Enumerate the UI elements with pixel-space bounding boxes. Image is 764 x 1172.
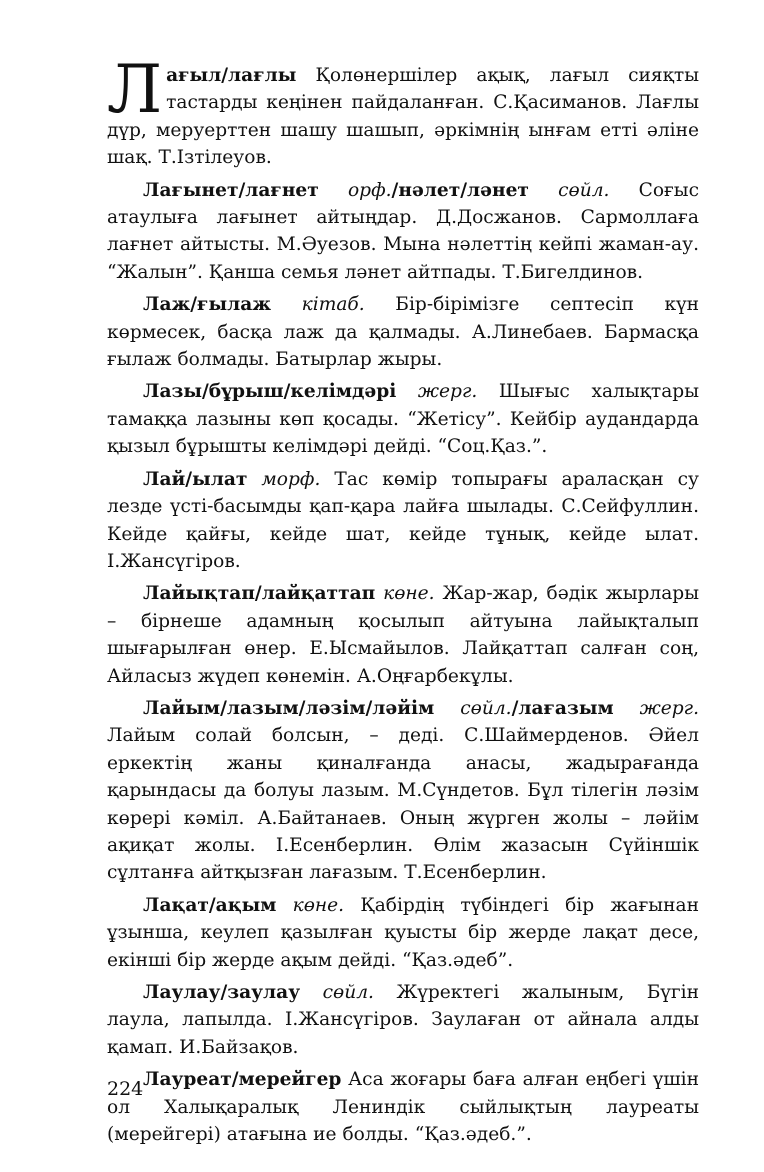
entry-text: Жар-жар, бәдік жырлары – бірнеше адамның қосылып айтуына лайықталып шығарылған өнер. Е.Ысмайылов. Лайқаттап салған соң, Айласыз жүдеп көнемін. А.Оңғарбекұлы. (107, 583, 700, 687)
entry-lagynet (107, 177, 699, 287)
headword: Лайым/лазым/ләзім/ләйім (143, 697, 435, 719)
entry-text: Қабірдің түбіндегі бір жағынан ұзынша, кеулеп қазылған қуысты бір жерде лақат десе, екінші бір жерде ақым дейді. “Қаз.әдеб”. (107, 894, 699, 971)
usage-mark: жерг. (396, 381, 478, 403)
headword: Лаж/ғылаж (143, 294, 272, 316)
entry-laiym (107, 695, 699, 887)
page-number: 224 (107, 1078, 144, 1100)
usage-mark-variant: жерг. (613, 697, 699, 719)
entry-text: Шығыс халықтары тамаққа лазыны көп қосады. “Жетісу”. Кейбір аудандарда қызыл бұрышты келімдәрі дейді. “Соц.Қаз.”. (107, 381, 699, 458)
entry-text: Тас көмір топырағы араласқан су лезде үсті-басымды қап-қара лайға шылады. С.Сейфуллин. Кейде қайғы, кейде шат, кейде тұнық, кейде ылат. І.Жансүгіров. (107, 468, 699, 572)
headword: ағыл/лағлы (166, 65, 297, 86)
headword-variant: /нәлет/ләнет (391, 179, 529, 201)
entry-lagyl (107, 51, 699, 172)
usage-mark: көне. (276, 894, 345, 916)
entry-laureat (107, 1066, 699, 1148)
entry-text: Соғыс атаулыға лағынет айтыңдар. Д.Досжанов. Сармоллаға лағнет айтысты. М.Әуезов. Мына нәлеттің кейпі жаман-ау. “Жалын”. Қанша семья ләнет айтпады. Т.Бигелдинов. (107, 179, 699, 283)
headword: Лауреат/мерейгер (143, 1069, 342, 1091)
entry-lazh (107, 291, 699, 373)
entry-text: Жүректегі жалыным, Бүгін лаула, лапылда. І.Жансүгіров. Заулаған от айнала алды қамап. И.Байзақов. (107, 982, 699, 1058)
drop-cap: Л (107, 51, 163, 128)
usage-mark: морф. (247, 468, 321, 490)
usage-mark: көне. (375, 583, 435, 605)
entry-lakat (107, 892, 699, 974)
entry-laulau (107, 979, 699, 1061)
dictionary-page (107, 51, 700, 1153)
usage-mark: сөйл. (434, 697, 512, 719)
entry-lazy (107, 378, 699, 460)
entry-text: Лайым солай болсын, – деді. С.Шаймерденов. Әйел еркектің жаны қиналғанда анасы, жадырағанда қарындасы да болуы лазым. М.Сүндетов. Бұл тілегін ләзім көрері кәміл. А.Байтанаев. Оның жүрген жолы – ләйім ақиқат жолы. І.Есенберлин. Өлім жазасын Сүйіншік сұлтанға айтқызған лағазым. Т.Есенберлин. (107, 725, 699, 884)
usage-mark-variant: сөйл. (528, 179, 610, 201)
usage-mark: орф. (318, 179, 392, 201)
headword: Лайықтап/лайқаттап (143, 583, 376, 605)
headword: Лағынет/лағнет (143, 179, 319, 201)
entry-lai (107, 466, 699, 576)
headword: Лай/ылат (143, 468, 248, 490)
headword: Лақат/ақым (143, 894, 277, 916)
usage-mark: кітаб. (271, 294, 365, 316)
entry-laiyktap (107, 580, 699, 690)
headword: Лаулау/заулау (143, 982, 301, 1003)
headword: Лазы/бұрыш/келімдәрі (143, 381, 397, 403)
headword-variant: /лағазым (511, 697, 614, 719)
usage-mark: сөйл. (300, 982, 374, 1003)
entry-text: Аса жоғары баға алған еңбегі үшін ол Халықаралық Лениндік сыйлықтың лауреаты (мерейгері) атағына ие болды. “Қаз.әдеб.”. (107, 1069, 699, 1146)
entry-text: Қолөнершілер ақық, лағыл сияқты тастарды кеңінен пайдаланған. С.Қасиманов. Лағлы дүр, меруерттен шашу шашып, әркімнің ынғам етті әліне шақ. Т.Ізтілеуов. (107, 65, 699, 169)
entry-text: Бір-бірімізге септесіп күн көрмесек, басқа лаж да қалмады. А.Линебаев. Бармасқа ғылаж болмады. Батырлар жыры. (107, 294, 700, 371)
